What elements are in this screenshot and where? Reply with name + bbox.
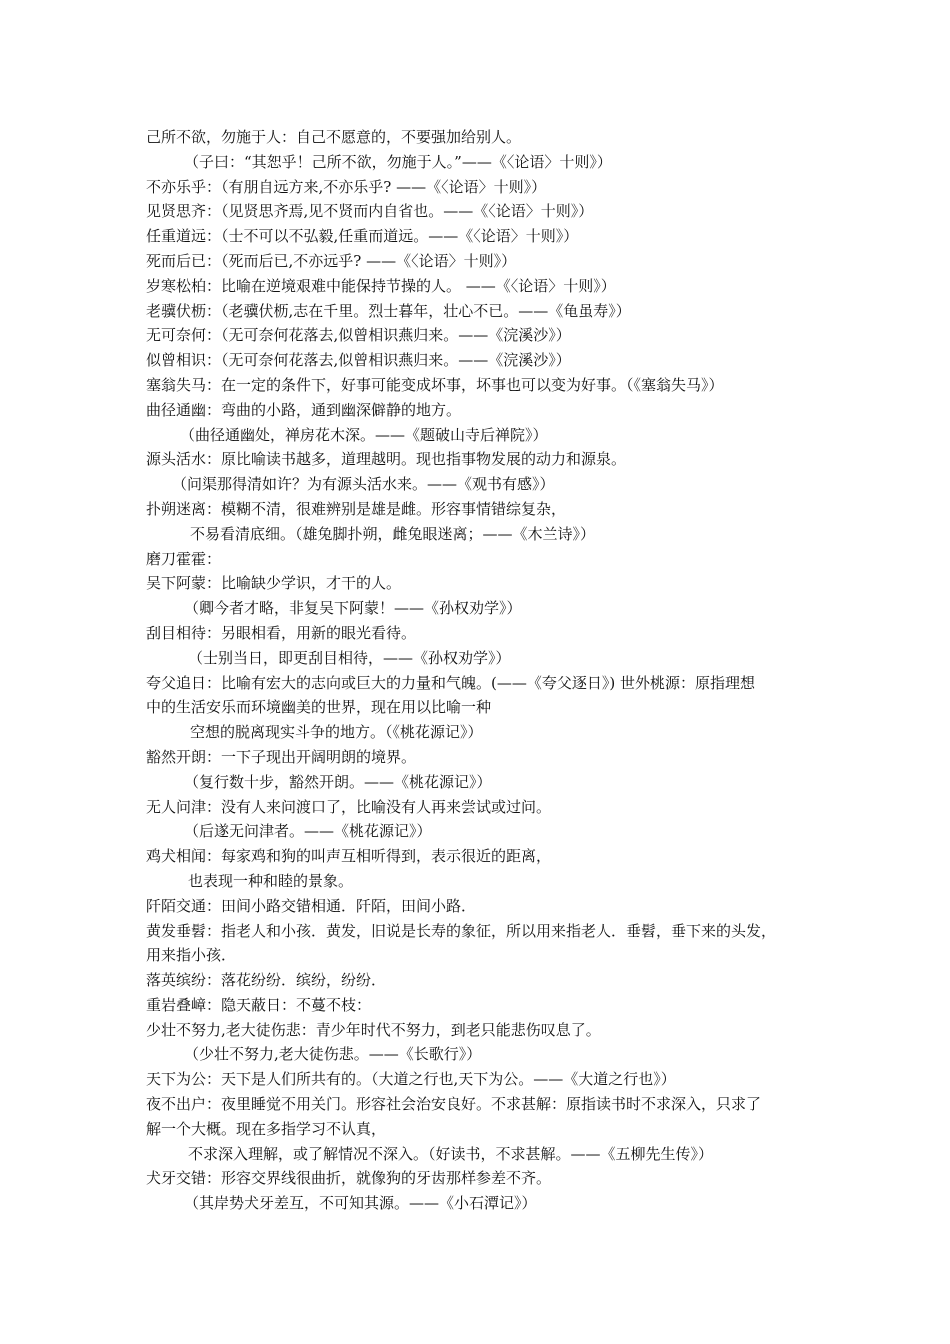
text-line: 也表现一种和睦的景象。 — [188, 871, 354, 890]
text-line: 不亦乐乎：（有朋自远方来,不亦乐乎? ——《〈论语〉十则》） — [146, 177, 547, 196]
text-line: 不易看清底细。（雄兔脚扑朔，雌兔眼迷离；——《木兰诗》） — [190, 524, 596, 543]
text-line: （复行数十步，豁然开朗。——《桃花源记》） — [184, 772, 492, 791]
text-line: 黄发垂髫：指老人和小孩．黄发，旧说是长寿的象征，所以用来指老人．垂髫，垂下来的头发， — [146, 921, 777, 940]
text-line: 似曾相识：（无可奈何花落去,似曾相识燕归来。——《浣溪沙》） — [146, 351, 571, 370]
text-line: 源头活水：原比喻读书越多，道理越明。现也指事物发展的动力和源泉。 — [146, 450, 627, 469]
text-line: 豁然开朗：一下子现出开阔明朗的境界。 — [146, 747, 417, 766]
text-line: （后遂无问津者。——《桃花源记》） — [184, 822, 432, 841]
text-line: （曲径通幽处，禅房花木深。——《题破山寺后禅院》） — [180, 425, 548, 444]
text-line: 老骥伏枥：（老骥伏枥,志在千里。烈士暮年，壮心不已。——《龟虽寿》） — [146, 301, 631, 320]
document-body — [146, 125, 816, 1216]
text-line: 任重道远：（士不可以不弘毅,任重而道远。——《〈论语〉十则》） — [146, 227, 579, 246]
text-line: 扑朔迷离：模糊不清，很难辨别是雄是雌。形容事情错综复杂， — [146, 499, 567, 518]
text-line: 重岩叠嶂：隐天蔽日：不蔓不枝： — [146, 995, 372, 1014]
text-line: 塞翁失马：在一定的条件下，好事可能变成坏事，坏事也可以变为好事。（《塞翁失马》） — [146, 375, 724, 394]
text-line: （其岸势犬牙差互，不可知其源。——《小石潭记》） — [184, 1194, 537, 1213]
text-line: 落英缤纷：落花纷纷．缤纷，纷纷． — [146, 971, 387, 990]
text-line: 磨刀霍霍： — [146, 549, 222, 568]
text-line: 夜不出户：夜里睡觉不用关门。形容社会治安良好。不求甚解：原指读书时不求深入，只求了 — [146, 1095, 762, 1114]
text-line: 己所不欲，勿施于人：自己不愿意的，不要强加给别人。 — [146, 128, 522, 146]
text-line: 鸡犬相闻：每家鸡和狗的叫声互相听得到，表示很近的距离， — [146, 847, 552, 866]
text-line: 无可奈何：（无可奈何花落去,似曾相识燕归来。——《浣溪沙》） — [146, 326, 571, 345]
text-line: 解一个大概。现在多指学习不认真， — [146, 1119, 387, 1138]
text-line: 无人问津：没有人来问渡口了，比喻没有人再来尝试或过问。 — [146, 797, 552, 816]
text-line: 中的生活安乐而环境幽美的世界，现在用以比喻一种 — [146, 698, 492, 717]
text-line: 曲径通幽：弯曲的小路，通到幽深僻静的地方。 — [146, 400, 462, 419]
text-line: 见贤思齐：（见贤思齐焉,见不贤而内自省也。——《〈论语〉十则》） — [146, 202, 594, 221]
text-line: 死而后已：（死而后已,不亦远乎? ——《〈论语〉十则》） — [146, 251, 517, 270]
text-line: 不求深入理解，或了解情况不深入。（好读书，不求甚解。——《五柳先生传》） — [188, 1144, 714, 1163]
text-line: （子曰：“其恕乎！己所不欲，勿施于人。”——《〈论语〉十则》） — [184, 152, 612, 171]
text-line: 空想的脱离现实斗争的地方。（《桃花源记》） — [190, 723, 483, 742]
text-line: 天下为公：天下是人们所共有的。（大道之行也,天下为公。——《大道之行也》） — [146, 1070, 676, 1089]
text-line: 阡陌交通：田间小路交错相通．阡陌，田间小路． — [146, 896, 477, 915]
text-line: （少壮不努力,老大徒伤悲。——《长歌行》） — [184, 1045, 482, 1064]
text-line: 吴下阿蒙：比喻缺少学识，才干的人。 — [146, 574, 402, 593]
text-line: 岁寒松柏：比喻在逆境艰难中能保持节操的人。 ——《〈论语〉十则》） — [146, 276, 616, 295]
text-line: （卿今者才略，非复吴下阿蒙！——《孙权劝学》） — [184, 599, 522, 618]
text-line: （士别当日，即更刮目相待，——《孙权劝学》） — [188, 648, 511, 667]
text-line: 刮目相待：另眼相看，用新的眼光看待。 — [146, 623, 417, 642]
text-line: 用来指小孩． — [146, 946, 237, 965]
text-line: 夸父追日：比喻有宏大的志向或巨大的力量和气魄。(——《夸父逐日》) 世外桃源：原指理想 — [146, 673, 755, 692]
text-line: （问渠那得清如许？为有源头活水来。——《观书有感》） — [172, 475, 555, 494]
text-line: 犬牙交错：形容交界线很曲折，就像狗的牙齿那样参差不齐。 — [146, 1169, 552, 1188]
text-line: 少壮不努力,老大徒伤悲：青少年时代不努力，到老只能悲伤叹息了。 — [146, 1020, 601, 1039]
